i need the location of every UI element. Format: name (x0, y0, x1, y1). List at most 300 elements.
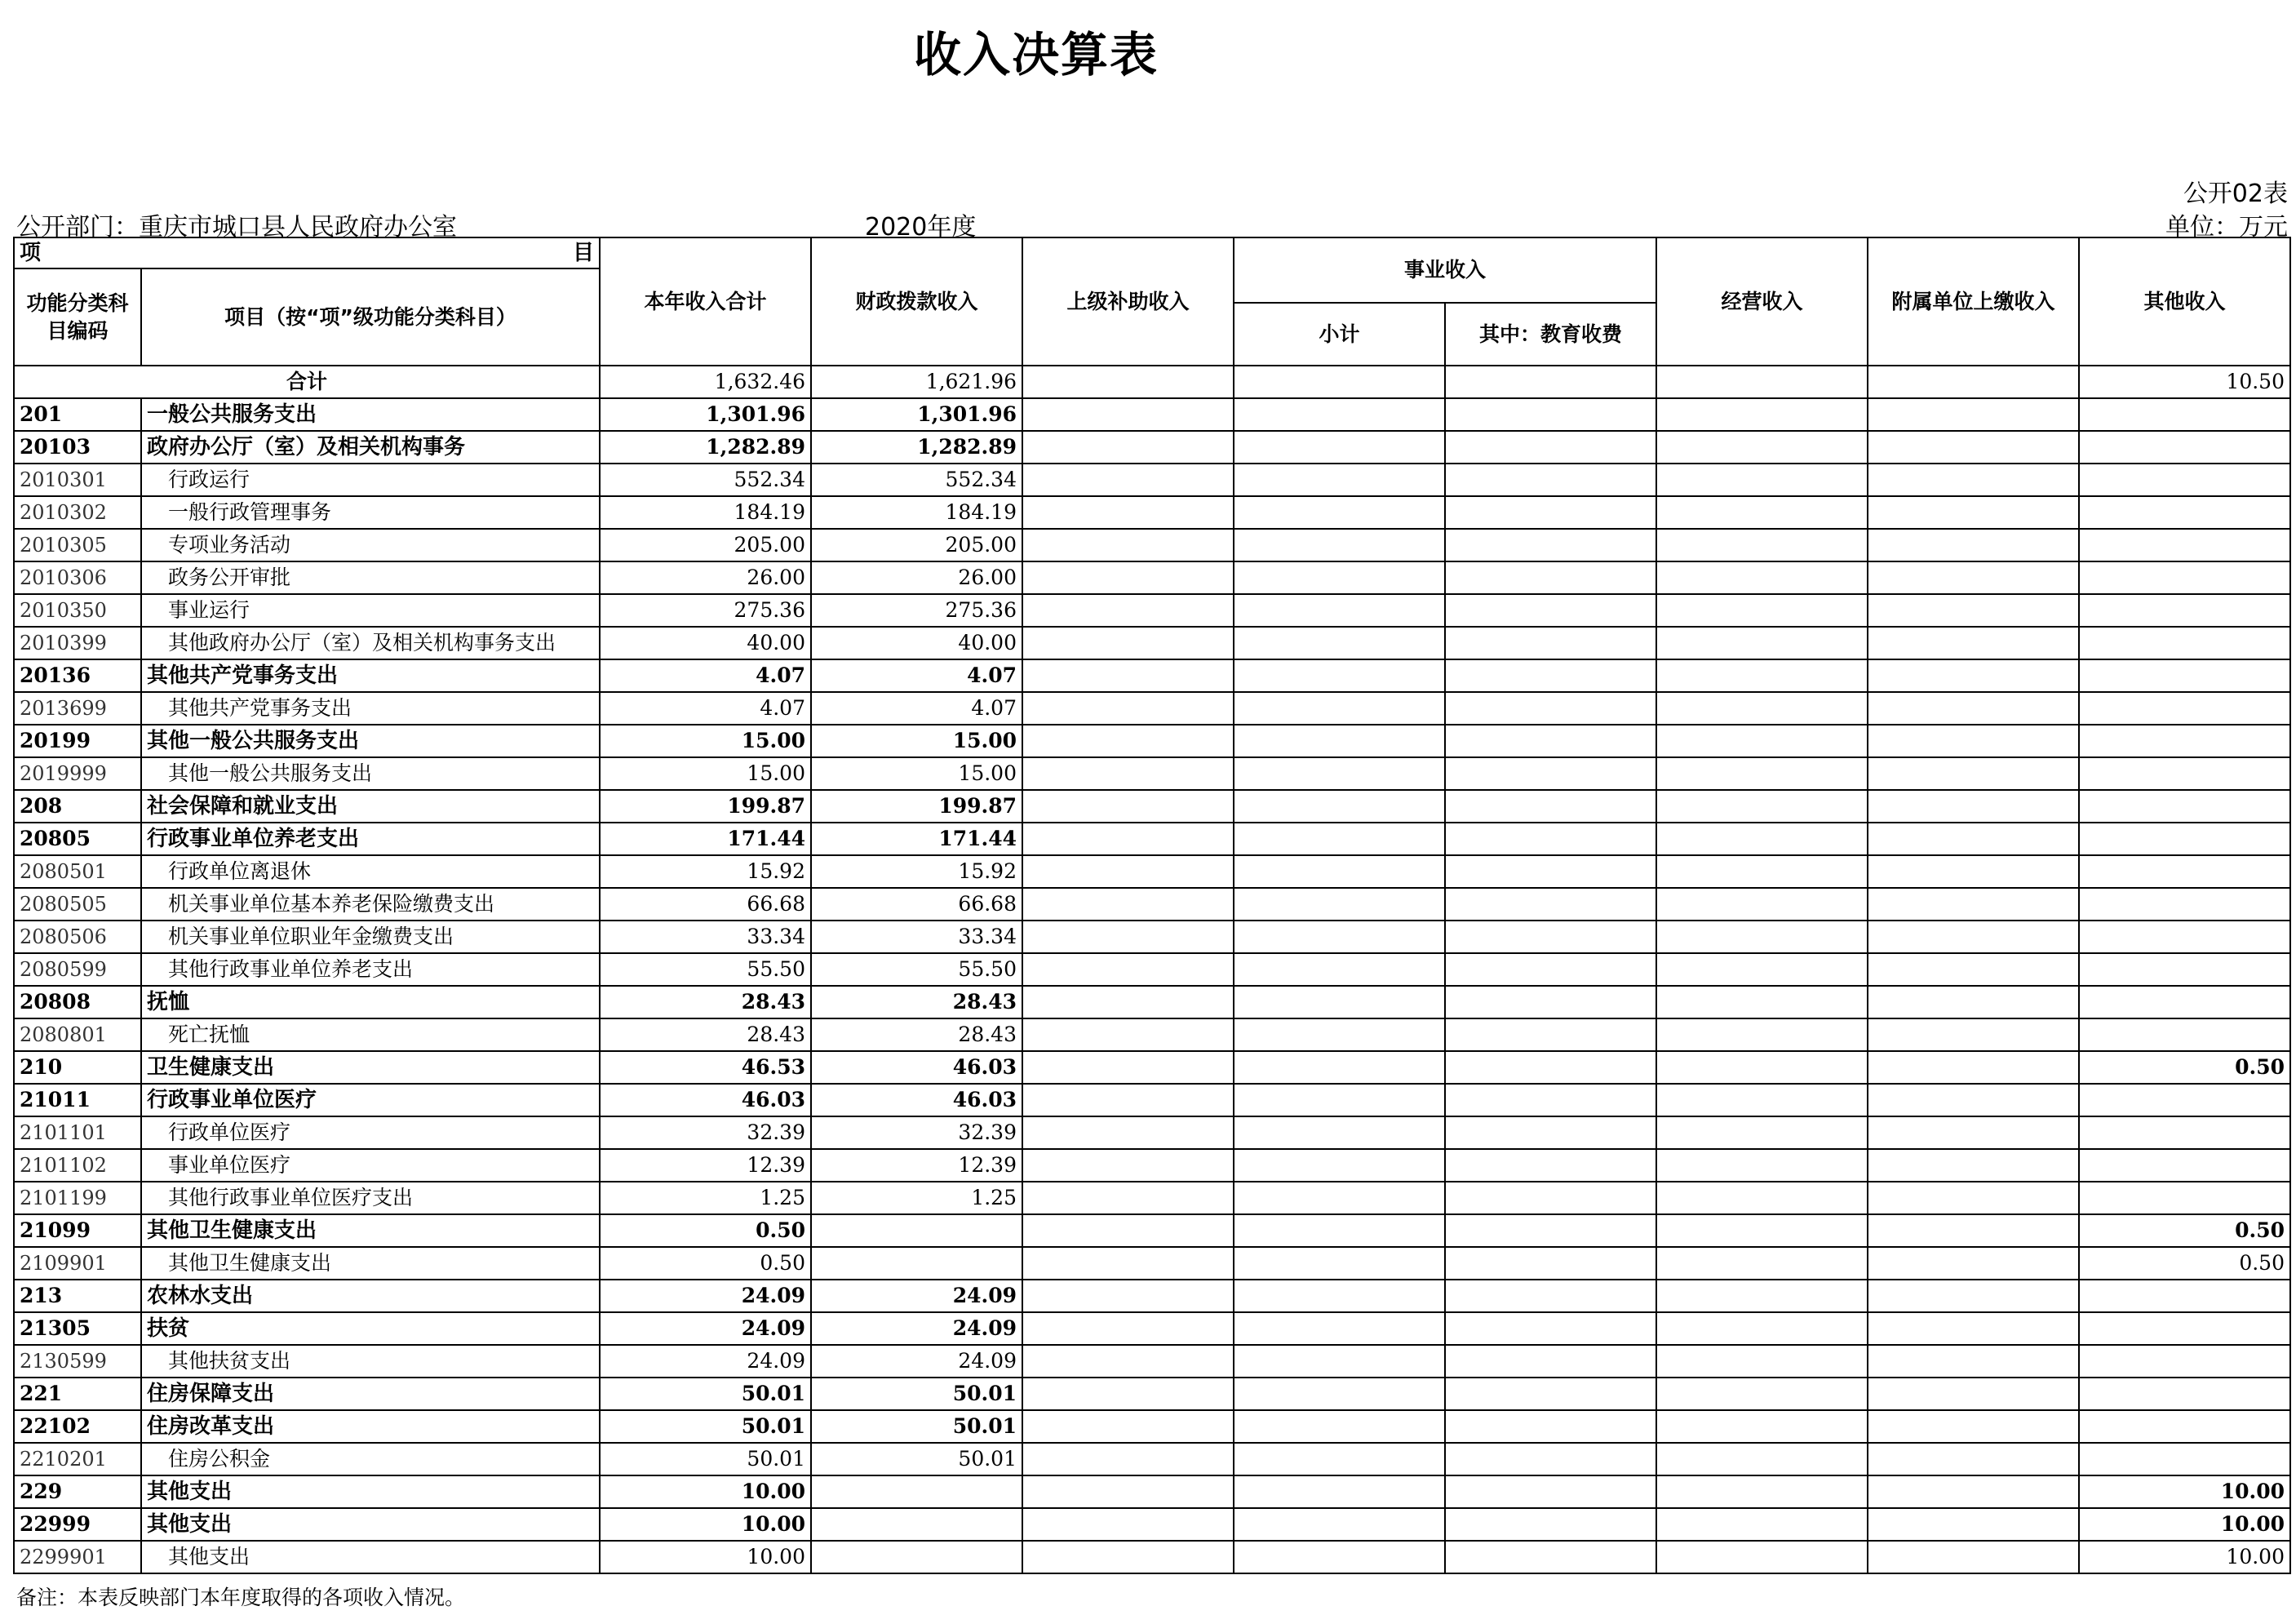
cell-other (2079, 561, 2290, 594)
cell-education (1445, 529, 1656, 561)
cell-fiscal: 1.25 (811, 1182, 1022, 1214)
cell-subtotal (1234, 464, 1445, 496)
table-row (14, 1280, 2290, 1312)
cell-code: 2010302 (14, 496, 141, 529)
cell-name: 一般公共服务支出 (141, 398, 600, 431)
cell-name: 农林水支出 (141, 1280, 600, 1312)
cell-fiscal (811, 1475, 1022, 1508)
cell-other (2079, 1410, 2290, 1443)
cell-code: 2101101 (14, 1116, 141, 1149)
cell-other: 10.00 (2079, 1541, 2290, 1573)
cell-superior (1022, 659, 1234, 692)
cell-name: 行政单位医疗 (141, 1116, 600, 1149)
cell-affiliated (1868, 1475, 2079, 1508)
cell-education (1445, 823, 1656, 855)
cell-name: 专项业务活动 (141, 529, 600, 561)
cell-total: 12.39 (600, 1149, 811, 1182)
cell-education (1445, 594, 1656, 627)
income-table (13, 237, 2291, 1574)
cell-affiliated (1868, 1084, 2079, 1116)
cell-subtotal (1234, 790, 1445, 823)
cell-superior (1022, 1182, 1234, 1214)
cell-superior (1022, 790, 1234, 823)
total-subtotal (1234, 366, 1445, 398)
cell-name: 其他卫生健康支出 (141, 1214, 600, 1247)
cell-other (2079, 1018, 2290, 1051)
header-fiscal: 财政拨款收入 (811, 237, 1022, 366)
table-body (14, 366, 2290, 1573)
cell-total: 1,282.89 (600, 431, 811, 464)
cell-education (1445, 464, 1656, 496)
cell-affiliated (1868, 1280, 2079, 1312)
cell-affiliated (1868, 1508, 2079, 1541)
cell-name: 卫生健康支出 (141, 1051, 600, 1084)
cell-affiliated (1868, 823, 2079, 855)
cell-education (1445, 1508, 1656, 1541)
header-operating: 经营收入 (1656, 237, 1868, 366)
table-row (14, 1018, 2290, 1051)
cell-affiliated (1868, 464, 2079, 496)
cell-education (1445, 1410, 1656, 1443)
cell-subtotal (1234, 1280, 1445, 1312)
header-item-span (14, 237, 600, 268)
cell-education (1445, 855, 1656, 888)
cell-superior (1022, 823, 1234, 855)
table-row (14, 921, 2290, 953)
cell-superior (1022, 431, 1234, 464)
cell-fiscal: 28.43 (811, 1018, 1022, 1051)
cell-total: 24.09 (600, 1345, 811, 1378)
cell-operating (1656, 627, 1868, 659)
cell-fiscal: 24.09 (811, 1312, 1022, 1345)
cell-code: 221 (14, 1378, 141, 1410)
cell-total: 10.00 (600, 1508, 811, 1541)
cell-code: 20805 (14, 823, 141, 855)
cell-name: 住房公积金 (141, 1443, 600, 1475)
cell-superior (1022, 561, 1234, 594)
total-amount: 1,632.46 (600, 366, 811, 398)
cell-total: 4.07 (600, 659, 811, 692)
cell-education (1445, 1312, 1656, 1345)
cell-total: 32.39 (600, 1116, 811, 1149)
table-row (14, 1182, 2290, 1214)
cell-subtotal (1234, 692, 1445, 725)
cell-education (1445, 790, 1656, 823)
department-label: 公开部门：重庆市城口县人民政府办公室 (16, 213, 457, 242)
cell-superior (1022, 1410, 1234, 1443)
cell-fiscal: 40.00 (811, 627, 1022, 659)
cell-fiscal: 26.00 (811, 561, 1022, 594)
table-row (14, 1116, 2290, 1149)
cell-total: 28.43 (600, 986, 811, 1018)
cell-code: 2080505 (14, 888, 141, 921)
cell-other (2079, 921, 2290, 953)
cell-subtotal (1234, 594, 1445, 627)
cell-superior (1022, 692, 1234, 725)
cell-fiscal: 66.68 (811, 888, 1022, 921)
cell-fiscal: 50.01 (811, 1378, 1022, 1410)
cell-fiscal: 50.01 (811, 1443, 1022, 1475)
cell-affiliated (1868, 1345, 2079, 1378)
cell-affiliated (1868, 1116, 2079, 1149)
cell-code: 2080801 (14, 1018, 141, 1051)
cell-total: 10.00 (600, 1541, 811, 1573)
cell-subtotal (1234, 953, 1445, 986)
cell-code: 2080506 (14, 921, 141, 953)
cell-operating (1656, 1182, 1868, 1214)
cell-total: 171.44 (600, 823, 811, 855)
cell-fiscal: 4.07 (811, 692, 1022, 725)
cell-operating (1656, 1084, 1868, 1116)
cell-name: 行政事业单位医疗 (141, 1084, 600, 1116)
cell-total: 40.00 (600, 627, 811, 659)
cell-name: 其他支出 (141, 1475, 600, 1508)
cell-name: 其他行政事业单位养老支出 (141, 953, 600, 986)
total-education (1445, 366, 1656, 398)
cell-other: 0.50 (2079, 1051, 2290, 1084)
cell-operating (1656, 594, 1868, 627)
cell-other (2079, 855, 2290, 888)
cell-subtotal (1234, 496, 1445, 529)
cell-superior (1022, 757, 1234, 790)
cell-other (2079, 1280, 2290, 1312)
cell-education (1445, 431, 1656, 464)
cell-superior (1022, 627, 1234, 659)
table-row (14, 757, 2290, 790)
table-row (14, 464, 2290, 496)
cell-fiscal (811, 1541, 1022, 1573)
cell-code: 2130599 (14, 1345, 141, 1378)
cell-superior (1022, 529, 1234, 561)
cell-other (2079, 1182, 2290, 1214)
cell-fiscal: 171.44 (811, 823, 1022, 855)
table-row (14, 692, 2290, 725)
cell-subtotal (1234, 823, 1445, 855)
cell-total: 552.34 (600, 464, 811, 496)
cell-code: 21011 (14, 1084, 141, 1116)
table-row (14, 1443, 2290, 1475)
cell-fiscal: 552.34 (811, 464, 1022, 496)
table-row (14, 1214, 2290, 1247)
cell-affiliated (1868, 921, 2079, 953)
cell-education (1445, 725, 1656, 757)
total-label: 合计 (14, 366, 600, 398)
cell-subtotal (1234, 1410, 1445, 1443)
cell-superior (1022, 888, 1234, 921)
cell-operating (1656, 757, 1868, 790)
cell-superior (1022, 1378, 1234, 1410)
table-row (14, 529, 2290, 561)
cell-fiscal (811, 1247, 1022, 1280)
cell-superior (1022, 1051, 1234, 1084)
cell-code: 21305 (14, 1312, 141, 1345)
cell-subtotal (1234, 1475, 1445, 1508)
cell-education (1445, 659, 1656, 692)
cell-code: 2019999 (14, 757, 141, 790)
cell-operating (1656, 464, 1868, 496)
cell-superior (1022, 1312, 1234, 1345)
cell-name: 行政运行 (141, 464, 600, 496)
cell-fiscal: 24.09 (811, 1280, 1022, 1312)
cell-total: 0.50 (600, 1247, 811, 1280)
cell-education (1445, 1084, 1656, 1116)
cell-affiliated (1868, 986, 2079, 1018)
cell-code: 229 (14, 1475, 141, 1508)
cell-subtotal (1234, 529, 1445, 561)
cell-code: 213 (14, 1280, 141, 1312)
cell-fiscal: 55.50 (811, 953, 1022, 986)
cell-operating (1656, 790, 1868, 823)
cell-education (1445, 757, 1656, 790)
cell-name: 其他共产党事务支出 (141, 659, 600, 692)
cell-name: 其他支出 (141, 1508, 600, 1541)
cell-superior (1022, 1018, 1234, 1051)
cell-other (2079, 1084, 2290, 1116)
cell-subtotal (1234, 1149, 1445, 1182)
cell-fiscal: 275.36 (811, 594, 1022, 627)
cell-affiliated (1868, 1051, 2079, 1084)
cell-other (2079, 986, 2290, 1018)
cell-name: 其他一般公共服务支出 (141, 725, 600, 757)
unit-label: 单位：万元 (2165, 213, 2288, 242)
cell-total: 50.01 (600, 1378, 811, 1410)
table-row (14, 398, 2290, 431)
cell-education (1445, 953, 1656, 986)
cell-subtotal (1234, 1443, 1445, 1475)
cell-fiscal: 33.34 (811, 921, 1022, 953)
cell-superior (1022, 398, 1234, 431)
cell-total: 15.92 (600, 855, 811, 888)
cell-affiliated (1868, 627, 2079, 659)
cell-fiscal: 50.01 (811, 1410, 1022, 1443)
cell-affiliated (1868, 659, 2079, 692)
cell-education (1445, 1247, 1656, 1280)
cell-superior (1022, 1508, 1234, 1541)
cell-name: 抚恤 (141, 986, 600, 1018)
cell-name: 其他行政事业单位医疗支出 (141, 1182, 600, 1214)
cell-other (2079, 1378, 2290, 1410)
cell-superior (1022, 594, 1234, 627)
cell-name: 行政单位离退休 (141, 855, 600, 888)
cell-operating (1656, 823, 1868, 855)
cell-total: 205.00 (600, 529, 811, 561)
cell-total: 24.09 (600, 1312, 811, 1345)
cell-name: 政务公开审批 (141, 561, 600, 594)
cell-other (2079, 627, 2290, 659)
cell-code: 20199 (14, 725, 141, 757)
header-item: 项 (20, 241, 42, 265)
cell-operating (1656, 725, 1868, 757)
cell-affiliated (1868, 888, 2079, 921)
header-total: 本年收入合计 (600, 237, 811, 366)
cell-other (2079, 1116, 2290, 1149)
cell-operating (1656, 398, 1868, 431)
cell-affiliated (1868, 1443, 2079, 1475)
cell-subtotal (1234, 757, 1445, 790)
cell-name: 其他扶贫支出 (141, 1345, 600, 1378)
cell-affiliated (1868, 790, 2079, 823)
cell-education (1445, 692, 1656, 725)
cell-operating (1656, 888, 1868, 921)
cell-superior (1022, 1149, 1234, 1182)
cell-education (1445, 888, 1656, 921)
cell-superior (1022, 1541, 1234, 1573)
header-name: 项目（按“项”级功能分类科目） (141, 268, 600, 366)
cell-total: 1.25 (600, 1182, 811, 1214)
cell-total: 4.07 (600, 692, 811, 725)
cell-other (2079, 496, 2290, 529)
cell-affiliated (1868, 692, 2079, 725)
cell-total: 199.87 (600, 790, 811, 823)
cell-other (2079, 1443, 2290, 1475)
table-row (14, 1378, 2290, 1410)
cell-superior (1022, 1443, 1234, 1475)
cell-subtotal (1234, 725, 1445, 757)
cell-total: 15.00 (600, 725, 811, 757)
cell-total: 184.19 (600, 496, 811, 529)
cell-operating (1656, 1214, 1868, 1247)
cell-subtotal (1234, 855, 1445, 888)
cell-affiliated (1868, 1018, 2079, 1051)
cell-subtotal (1234, 561, 1445, 594)
cell-operating (1656, 855, 1868, 888)
total-superior (1022, 366, 1234, 398)
cell-code: 2013699 (14, 692, 141, 725)
cell-other: 0.50 (2079, 1247, 2290, 1280)
cell-name: 其他一般公共服务支出 (141, 757, 600, 790)
cell-name: 行政事业单位养老支出 (141, 823, 600, 855)
cell-affiliated (1868, 1378, 2079, 1410)
cell-affiliated (1868, 1410, 2079, 1443)
cell-other (2079, 888, 2290, 921)
cell-operating (1656, 1410, 1868, 1443)
cell-fiscal: 46.03 (811, 1051, 1022, 1084)
cell-subtotal (1234, 1182, 1445, 1214)
cell-name: 事业运行 (141, 594, 600, 627)
cell-affiliated (1868, 431, 2079, 464)
cell-name: 其他支出 (141, 1541, 600, 1573)
cell-superior (1022, 725, 1234, 757)
cell-fiscal: 1,282.89 (811, 431, 1022, 464)
cell-fiscal: 28.43 (811, 986, 1022, 1018)
cell-fiscal: 24.09 (811, 1345, 1022, 1378)
cell-code: 2010305 (14, 529, 141, 561)
cell-superior (1022, 921, 1234, 953)
cell-operating (1656, 431, 1868, 464)
table-row (14, 1247, 2290, 1280)
cell-other (2079, 823, 2290, 855)
cell-fiscal: 184.19 (811, 496, 1022, 529)
cell-code: 2010301 (14, 464, 141, 496)
cell-education (1445, 1443, 1656, 1475)
cell-affiliated (1868, 398, 2079, 431)
cell-education (1445, 627, 1656, 659)
cell-subtotal (1234, 1018, 1445, 1051)
cell-total: 55.50 (600, 953, 811, 986)
cell-education (1445, 496, 1656, 529)
cell-other: 0.50 (2079, 1214, 2290, 1247)
cell-other (2079, 790, 2290, 823)
cell-subtotal (1234, 1247, 1445, 1280)
cell-name: 其他卫生健康支出 (141, 1247, 600, 1280)
cell-name: 政府办公厅（室）及相关机构事务 (141, 431, 600, 464)
cell-affiliated (1868, 1182, 2079, 1214)
cell-code: 21099 (14, 1214, 141, 1247)
cell-fiscal: 15.00 (811, 757, 1022, 790)
cell-subtotal (1234, 398, 1445, 431)
cell-superior (1022, 464, 1234, 496)
cell-total: 10.00 (600, 1475, 811, 1508)
header-business: 事业收入 (1234, 237, 1656, 303)
cell-total: 275.36 (600, 594, 811, 627)
cell-code: 2010306 (14, 561, 141, 594)
cell-operating (1656, 1345, 1868, 1378)
cell-operating (1656, 692, 1868, 725)
table-row (14, 1149, 2290, 1182)
cell-affiliated (1868, 1312, 2079, 1345)
cell-name: 机关事业单位职业年金缴费支出 (141, 921, 600, 953)
cell-name: 其他共产党事务支出 (141, 692, 600, 725)
cell-other (2079, 757, 2290, 790)
total-other: 10.50 (2079, 366, 2290, 398)
total-row (14, 366, 2290, 398)
cell-total: 24.09 (600, 1280, 811, 1312)
cell-total: 26.00 (600, 561, 811, 594)
cell-superior (1022, 1247, 1234, 1280)
cell-name: 其他政府办公厅（室）及相关机构事务支出 (141, 627, 600, 659)
cell-total: 15.00 (600, 757, 811, 790)
cell-code: 2210201 (14, 1443, 141, 1475)
cell-fiscal: 46.03 (811, 1084, 1022, 1116)
cell-education (1445, 1378, 1656, 1410)
cell-name: 一般行政管理事务 (141, 496, 600, 529)
table-row (14, 431, 2290, 464)
cell-education (1445, 1475, 1656, 1508)
cell-operating (1656, 953, 1868, 986)
table-row (14, 790, 2290, 823)
table-row (14, 1541, 2290, 1573)
cell-code: 2080501 (14, 855, 141, 888)
cell-subtotal (1234, 1541, 1445, 1573)
cell-superior (1022, 1475, 1234, 1508)
cell-affiliated (1868, 561, 2079, 594)
cell-affiliated (1868, 594, 2079, 627)
cell-affiliated (1868, 1541, 2079, 1573)
cell-operating (1656, 1051, 1868, 1084)
cell-fiscal: 199.87 (811, 790, 1022, 823)
cell-fiscal (811, 1214, 1022, 1247)
table-row (14, 1508, 2290, 1541)
table-row (14, 855, 2290, 888)
cell-subtotal (1234, 1345, 1445, 1378)
cell-education (1445, 1280, 1656, 1312)
cell-subtotal (1234, 1051, 1445, 1084)
cell-education (1445, 1345, 1656, 1378)
cell-operating (1656, 1280, 1868, 1312)
cell-subtotal (1234, 1312, 1445, 1345)
cell-total: 1,301.96 (600, 398, 811, 431)
cell-education (1445, 921, 1656, 953)
cell-other (2079, 594, 2290, 627)
cell-education (1445, 1541, 1656, 1573)
cell-total: 33.34 (600, 921, 811, 953)
cell-total: 66.68 (600, 888, 811, 921)
cell-other (2079, 725, 2290, 757)
table-row (14, 561, 2290, 594)
cell-operating (1656, 1312, 1868, 1345)
cell-name: 事业单位医疗 (141, 1149, 600, 1182)
cell-operating (1656, 1247, 1868, 1280)
